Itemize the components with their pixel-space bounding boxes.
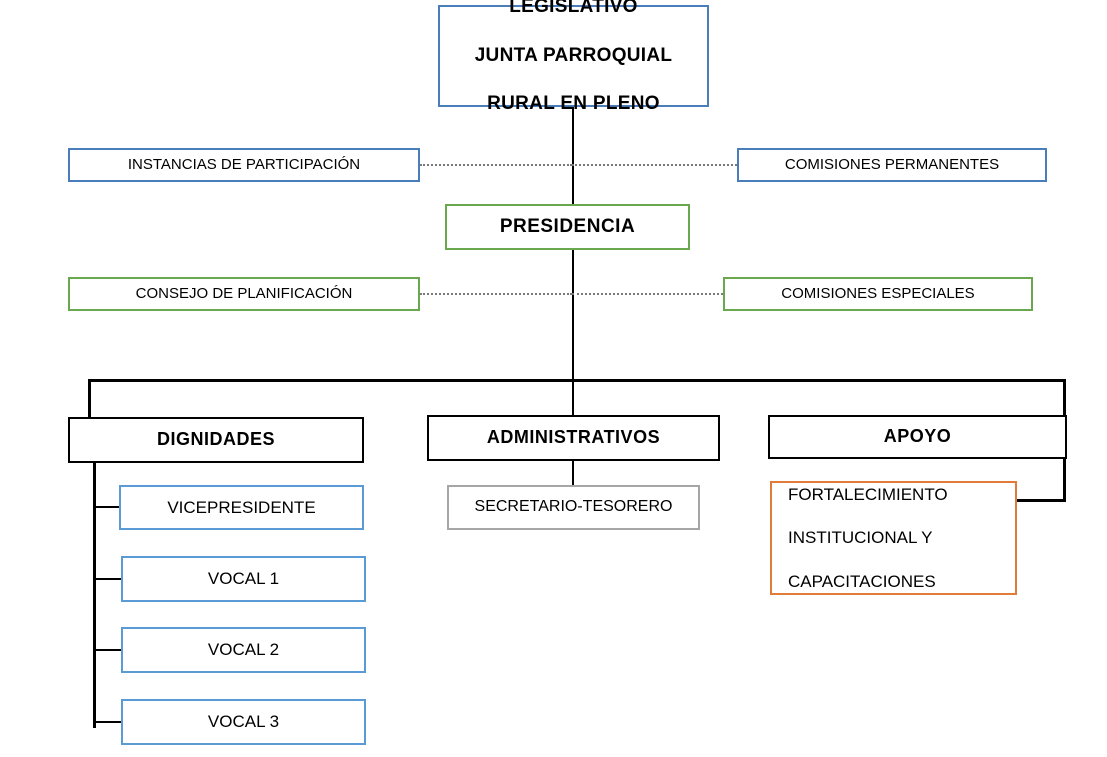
node-vocal-1-label: VOCAL 1	[207, 569, 280, 589]
connector-dignidades-vicepresidente	[93, 506, 121, 508]
node-fortalecimiento-institucional[interactable]	[770, 481, 1017, 595]
connector-legislativo-presidencia	[572, 107, 574, 204]
connector-comisiones-permanentes-trunk	[572, 164, 737, 166]
node-legislativo-line1: LEGISLATIVO	[509, 0, 638, 18]
node-instancias-label: INSTANCIAS DE PARTICIPACIÓN	[127, 156, 361, 174]
node-legislativo[interactable]	[438, 0, 709, 115]
node-comisiones-especiales[interactable]	[723, 277, 1033, 311]
connector-bus-administrativos	[572, 379, 574, 415]
node-vocal-3-label: VOCAL 3	[207, 712, 280, 732]
connector-bus-apoyo-horizontal	[968, 379, 1066, 382]
node-fortalecimiento-line3: CAPACITACIONES	[788, 571, 936, 591]
node-vocal-2[interactable]	[121, 627, 366, 673]
node-legislativo-line2: JUNTA PARROQUIAL	[474, 44, 673, 66]
connector-dignidades-vocal3	[93, 721, 121, 723]
connector-dignidades-vocal2	[93, 649, 121, 651]
connector-dignidades-spine	[93, 463, 96, 728]
node-vocal-1[interactable]	[121, 556, 366, 602]
node-administrativos[interactable]	[427, 415, 720, 461]
node-vicepresidente[interactable]	[119, 485, 364, 530]
connector-instancias-trunk	[420, 164, 572, 166]
node-vocal-2-label: VOCAL 2	[207, 640, 280, 660]
node-dignidades-label: DIGNIDADES	[156, 429, 275, 450]
connector-consejo-trunk	[420, 293, 572, 295]
node-consejo-label: CONSEJO DE PLANIFICACIÓN	[135, 285, 353, 303]
node-administrativos-label: ADMINISTRATIVOS	[486, 427, 661, 448]
node-vicepresidente-label: VICEPRESIDENTE	[167, 497, 316, 517]
node-consejo-de-planificacion[interactable]	[68, 277, 420, 311]
connector-comisiones-especiales-trunk	[572, 293, 723, 295]
node-instancias-de-participacion[interactable]	[68, 148, 420, 182]
connector-apoyo-fortalecimiento	[1016, 499, 1066, 502]
connector-dignidades-vocal1	[93, 578, 121, 580]
node-comisiones-permanentes-label: COMISIONES PERMANENTES	[784, 156, 1000, 174]
connector-administrativos-secretario	[572, 461, 574, 485]
node-secretario-tesorero-label: SECRETARIO-TESORERO	[474, 498, 673, 516]
node-dignidades[interactable]	[68, 417, 364, 463]
node-fortalecimiento-line1: FORTALECIMIENTO	[788, 484, 948, 504]
node-presidencia[interactable]	[445, 204, 690, 250]
node-apoyo[interactable]	[768, 415, 1067, 459]
node-presidencia-label: PRESIDENCIA	[499, 215, 636, 237]
node-comisiones-permanentes[interactable]	[737, 148, 1047, 182]
node-secretario-tesorero[interactable]	[447, 485, 700, 530]
connector-bus-dignidades	[88, 379, 91, 417]
node-vocal-3[interactable]	[121, 699, 366, 745]
node-fortalecimiento-line2: INSTITUCIONAL Y	[788, 528, 933, 548]
node-apoyo-label: APOYO	[883, 426, 952, 447]
connector-main-bus	[88, 379, 970, 382]
connector-presidencia-bus	[572, 250, 574, 380]
node-legislativo-line3: RURAL EN PLENO	[487, 93, 660, 115]
node-comisiones-especiales-label: COMISIONES ESPECIALES	[781, 285, 975, 303]
